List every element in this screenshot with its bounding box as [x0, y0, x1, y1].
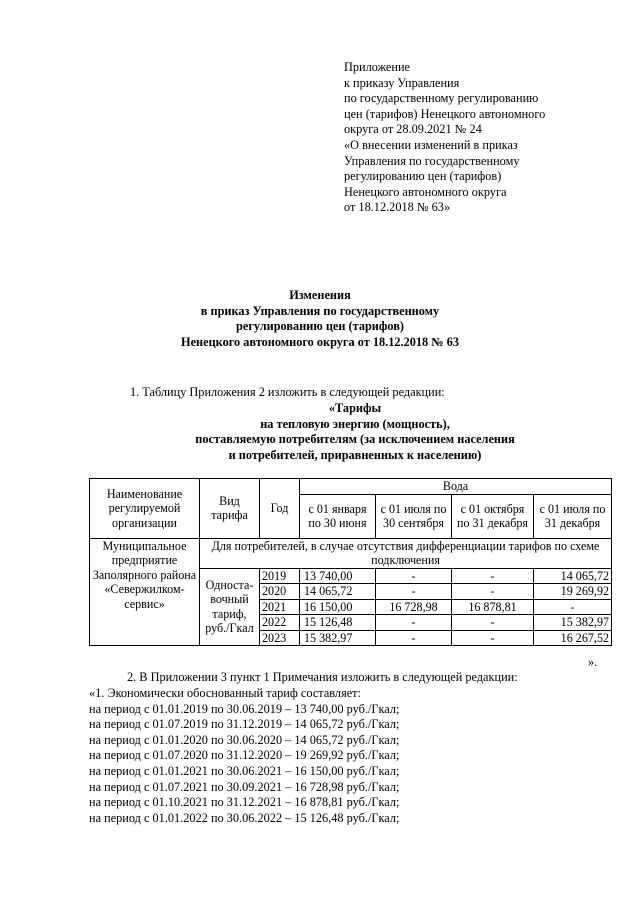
appendix-line: по государственному регулированию: [344, 91, 539, 106]
item-1-text: 1. Таблицу Приложения 2 изложить в следующей редакции:: [130, 385, 445, 399]
appendix-line: Приложение: [344, 60, 410, 74]
value-cell: 16 728,98: [376, 599, 452, 615]
value-cell: 16 878,81: [452, 599, 534, 615]
header-tariff-type: Вид тарифа: [200, 479, 260, 539]
value-cell: 15 382,97: [300, 630, 376, 646]
consumer-note: Для потребителей, в случае отсутствия дифференциации тарифов по схеме подключения: [200, 538, 612, 568]
value-cell: 16 150,00: [300, 599, 376, 615]
list-item: на период с 01.07.2020 по 31.12.2020 – 19 269,92 руб./Гкал;: [89, 748, 400, 763]
document-title: [0, 288, 640, 350]
value-cell: -: [376, 615, 452, 631]
appendix-line: Ненецкого автономного округа: [344, 184, 507, 199]
item-2-text: 2. В Приложении 3 пункт 1 Примечания изложить в следующей редакции:: [127, 670, 518, 684]
header-organization: Наименование регулируемой организации: [90, 479, 200, 539]
appendix-line: к приказу Управления: [344, 75, 460, 90]
list-item: на период с 01.07.2019 по 31.12.2019 – 14 065,72 руб./Гкал;: [89, 717, 400, 732]
year-cell: 2019: [260, 568, 300, 584]
list-item: на период с 01.01.2022 по 30.06.2022 – 15 126,48 руб./Гкал;: [89, 810, 400, 825]
list-item: «1. Экономически обоснованный тариф составляет:: [89, 686, 361, 700]
tariffs-heading-line: на тепловую энергию (мощность),: [260, 416, 450, 431]
year-cell: 2020: [260, 584, 300, 600]
title-line: в приказ Управления по государственному: [200, 303, 440, 318]
value-cell: 15 382,97: [534, 615, 612, 631]
header-period-jul-sep: с 01 июля по 30 сентября: [376, 494, 452, 538]
value-cell: -: [452, 615, 534, 631]
list-item: на период с 01.10.2021 по 31.12.2021 – 16 878,81 руб./Гкал;: [89, 795, 400, 810]
year-cell: 2021: [260, 599, 300, 615]
tariff-periods-list: [89, 686, 629, 826]
value-cell: 14 065,72: [300, 584, 376, 600]
tariffs-heading: [0, 401, 640, 463]
value-cell: -: [452, 584, 534, 600]
appendix-line: от 18.12.2018 № 63»: [344, 200, 451, 215]
tariff-table: [89, 478, 612, 646]
tariffs-heading-line: и потребителей, приравненных к населению): [228, 447, 482, 462]
year-cell: 2023: [260, 630, 300, 646]
value-cell: -: [534, 599, 612, 615]
list-item: на период с 01.01.2021 по 30.06.2021 – 16 150,00 руб./Гкал;: [89, 763, 400, 778]
value-cell: -: [376, 630, 452, 646]
value-cell: 16 267,52: [534, 630, 612, 646]
appendix-line: округа от 28.09.2021 № 24: [344, 122, 482, 137]
tariffs-heading-line: «Тарифы: [328, 401, 382, 415]
closing-quote: ».: [588, 655, 598, 669]
header-period-jan-jun: с 01 января по 30 июня: [300, 494, 376, 538]
value-cell: -: [452, 568, 534, 584]
header-year: Год: [260, 479, 300, 539]
value-cell: -: [376, 584, 452, 600]
value-cell: -: [376, 568, 452, 584]
appendix-line: цен (тарифов) Ненецкого автономного: [344, 106, 546, 121]
value-cell: 14 065,72: [534, 568, 612, 584]
value-cell: 13 740,00: [300, 568, 376, 584]
tariff-type-value: Односта-вочный тариф, руб./Гкал: [200, 568, 260, 646]
value-cell: -: [452, 630, 534, 646]
appendix-block: [344, 60, 634, 216]
tariffs-heading-line: поставляемую потребителям (за исключением населения: [195, 432, 515, 447]
title-line: Ненецкого автономного округа от 18.12.2018 № 63: [181, 334, 459, 349]
header-period-jul-dec: с 01 июля по 31 декабря: [534, 494, 612, 538]
appendix-line: регулированию цен (тарифов): [344, 169, 502, 184]
value-cell: 15 126,48: [300, 615, 376, 631]
value-cell: 19 269,92: [534, 584, 612, 600]
header-water: Вода: [300, 479, 612, 495]
header-period-oct-dec: с 01 октября по 31 декабря: [452, 494, 534, 538]
list-item: на период с 01.01.2020 по 30.06.2020 – 14 065,72 руб./Гкал;: [89, 732, 400, 747]
title-line: Изменения: [289, 288, 351, 302]
appendix-line: «О внесении изменений в приказ: [344, 137, 518, 152]
appendix-line: Управления по государственному: [344, 153, 520, 168]
organization-name: Муниципальное предприятие Заполярного района «Севержилком-сервис»: [90, 538, 200, 646]
year-cell: 2022: [260, 615, 300, 631]
list-item: на период с 01.07.2021 по 30.09.2021 – 16 728,98 руб./Гкал;: [89, 779, 400, 794]
title-line: регулированию цен (тарифов): [236, 319, 404, 334]
list-item: на период с 01.01.2019 по 30.06.2019 – 13 740,00 руб./Гкал;: [89, 701, 400, 716]
